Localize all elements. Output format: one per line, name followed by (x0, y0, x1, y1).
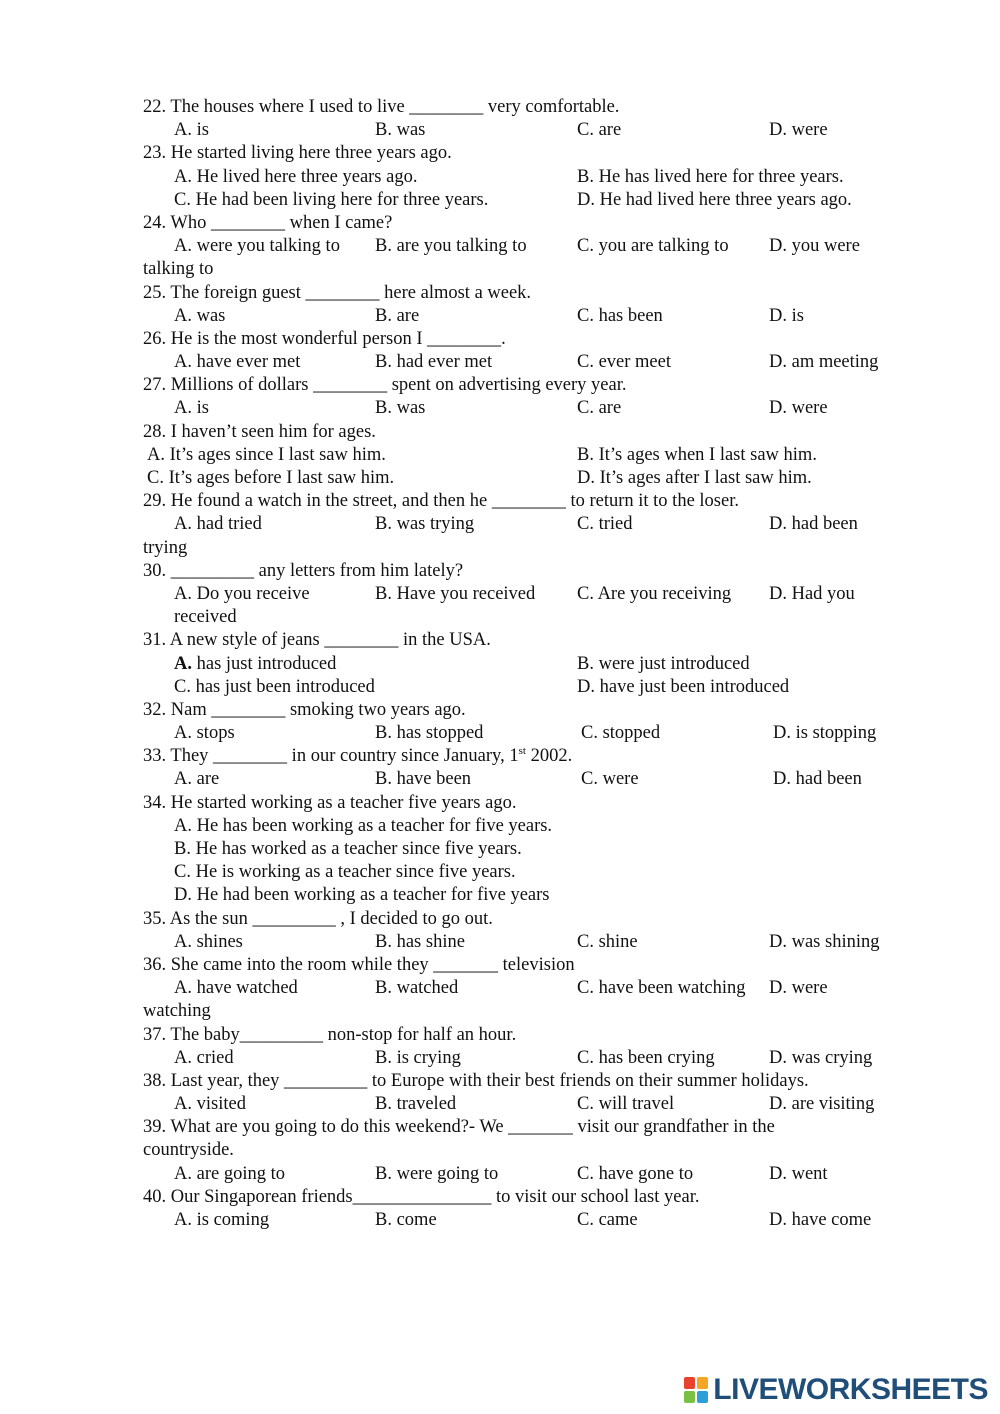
answer-row (0, 189, 1000, 212)
option-d[interactable]: D. were (769, 978, 828, 999)
question-stem: 37. The baby_________ non-stop for half an hour. (143, 1024, 517, 1045)
answer-row (0, 768, 1000, 791)
option-c[interactable]: C. It’s ages before I last saw him. (147, 468, 395, 488)
option-d[interactable]: D. have just been introduced (577, 676, 790, 697)
option-d[interactable]: D. you were (769, 236, 860, 257)
option-c[interactable]: C. have been watching (577, 978, 746, 999)
question-stem: 34. He started working as a teacher five years ago. (143, 792, 517, 813)
option-b[interactable]: B. had ever met (375, 352, 493, 373)
answer-row (0, 977, 1000, 1000)
option-a[interactable]: A. is (174, 398, 209, 419)
option-a[interactable]: A. are going to (174, 1163, 285, 1184)
option-a[interactable]: A. stops (174, 723, 235, 744)
ordinal-suffix: st (518, 745, 526, 758)
option-b[interactable]: B. are you talking to (375, 236, 527, 257)
option-c[interactable]: C. has been (577, 305, 663, 326)
option-d[interactable]: D. He had lived here three years ago. (577, 189, 852, 210)
option-a[interactable]: A. shines (174, 931, 243, 952)
option-d[interactable]: D. It’s ages after I last saw him. (577, 468, 812, 488)
option-d[interactable]: D. am meeting (769, 352, 879, 373)
option-b[interactable]: B. It’s ages when I last saw him. (577, 444, 817, 465)
option-d-continuation: watching (143, 1001, 211, 1022)
answer-row (0, 722, 1000, 745)
question-stem: 36. She came into the room while they _______ television (143, 954, 575, 975)
option-a-letter: A. (174, 653, 192, 674)
question-stem: 30. _________ any letters from him lately? (143, 560, 464, 581)
option-d[interactable]: D. were (769, 398, 828, 419)
option-c[interactable]: C. are (577, 398, 622, 419)
option-a[interactable]: A. have ever met (174, 352, 301, 373)
option-d[interactable]: D. had been (769, 514, 858, 535)
option-b[interactable]: B. was trying (375, 514, 475, 535)
question-stem: 27. Millions of dollars ________ spent on advertising every year. (143, 375, 627, 396)
answer-row (0, 583, 1000, 606)
question-stem: 28. I haven’t seen him for ages. (143, 421, 376, 442)
option-c[interactable]: C. will travel (577, 1094, 675, 1115)
question-stem: 23. He started living here three years ago. (143, 143, 452, 164)
worksheet (0, 96, 1000, 1232)
question-stem: 25. The foreign guest ________ here almost a week. (143, 282, 532, 303)
option-a[interactable]: A. is coming (174, 1210, 270, 1230)
option-b[interactable]: B. are (375, 305, 420, 326)
option-c[interactable]: C. has been crying (577, 1047, 715, 1068)
option-d-continuation: received (174, 607, 237, 628)
option-c[interactable]: C. you are talking to (577, 236, 729, 257)
option-b[interactable]: B. were going to (375, 1163, 499, 1184)
question-stem: 24. Who ________ when I came? (143, 212, 393, 233)
answer-row (0, 351, 1000, 374)
option-c[interactable]: C. ever meet (577, 352, 671, 373)
answer-row (0, 305, 1000, 328)
question-stem: 32. Nam ________ smoking two years ago. (143, 699, 466, 720)
option-d[interactable]: D. were (769, 120, 828, 141)
option-b[interactable]: B. was (375, 398, 426, 419)
option-a[interactable]: A. He lived here three years ago. (174, 166, 418, 187)
option-a[interactable]: A. cried (174, 1047, 234, 1068)
option-a[interactable]: A. are (174, 769, 220, 790)
option-d[interactable]: D. had been (773, 769, 862, 790)
answer-row (0, 235, 1000, 258)
question-stem: 29. He found a watch in the street, and then he ________ to return it to the loser. (143, 491, 739, 512)
question-stem: 22. The houses where I used to live ________ very comfortable. (143, 97, 620, 117)
option-a[interactable]: A. It’s ages since I last saw him. (147, 444, 386, 465)
question-stem: 38. Last year, they _________ to Europe with their best friends on their summer holidays. (143, 1070, 809, 1091)
option-d[interactable]: D. was crying (769, 1047, 873, 1068)
answer-row (0, 653, 1000, 676)
answer-row (0, 513, 1000, 536)
option-b[interactable]: B. have been (375, 769, 472, 790)
option-d-continuation: talking to (143, 259, 214, 280)
option-b[interactable]: B. Have you received (375, 583, 536, 604)
answer-row (0, 119, 1000, 142)
answer-row (0, 444, 1000, 467)
option-a[interactable]: A. was (174, 305, 226, 326)
liveworksheets-logo[interactable] (683, 1372, 988, 1408)
option-c[interactable]: C. came (577, 1210, 638, 1230)
option-a[interactable]: A. Do you receive (174, 583, 310, 604)
option-b[interactable]: B. He has worked as a teacher since five years. (174, 839, 522, 859)
option-c[interactable]: C. has just been introduced (174, 676, 375, 697)
option-d[interactable]: D. Had you (769, 583, 855, 604)
option-b[interactable]: B. traveled (375, 1094, 457, 1115)
option-a[interactable]: A. visited (174, 1094, 246, 1115)
option-c[interactable]: C. tried (577, 514, 633, 535)
option-a[interactable]: A. He has been working as a teacher for five years. (174, 815, 553, 836)
option-a[interactable]: A. have watched (174, 978, 298, 999)
option-c[interactable]: C. He is working as a teacher since five years. (174, 862, 516, 883)
option-b[interactable]: B. come (375, 1210, 437, 1230)
option-a[interactable]: A. is (174, 120, 209, 141)
option-d[interactable]: D. have come (769, 1210, 872, 1230)
answer-row (0, 931, 1000, 954)
question-stem: 35. As the sun _________ , I decided to go out. (143, 908, 493, 929)
option-a-text: has just introduced (192, 653, 337, 674)
question-stem: 39. What are you going to do this weekend?- We _______ visit our grandfather in the (143, 1117, 775, 1138)
question-stem-year: 2002. (525, 746, 573, 767)
option-d[interactable]: D. is stopping (773, 723, 877, 744)
option-b[interactable]: B. has shine (375, 931, 465, 952)
option-b[interactable]: B. is crying (375, 1047, 461, 1068)
option-c[interactable]: C. are (577, 120, 622, 141)
liveworksheets-logo-icon (683, 1375, 709, 1405)
option-d[interactable]: D. is (769, 305, 804, 326)
option-a[interactable]: A. had tried (174, 514, 262, 535)
answer-row (0, 1209, 1000, 1232)
option-b[interactable]: B. were just introduced (577, 653, 750, 674)
answer-row (0, 676, 1000, 699)
option-b[interactable]: B. has stopped (375, 723, 484, 744)
option-c[interactable]: C. were (581, 769, 639, 790)
answer-row (0, 467, 1000, 490)
question-stem-continuation: countryside. (143, 1140, 234, 1161)
answer-row (0, 166, 1000, 189)
option-c[interactable]: C. have gone to (577, 1163, 694, 1184)
answer-row (0, 1093, 1000, 1116)
option-d[interactable]: D. went (769, 1163, 828, 1184)
question-stem (0, 745, 1000, 768)
question-stem-text: 33. They ________ in our country since January, 1 (143, 746, 519, 767)
answer-row (0, 397, 1000, 420)
option-c[interactable]: C. He had been living here for three years. (174, 189, 489, 210)
question-stem: 40. Our Singaporean friends_______________ to visit our school last year. (143, 1186, 700, 1207)
answer-row (0, 1047, 1000, 1070)
logo-text: LIVEWORKSHEETS (713, 1373, 988, 1406)
option-a[interactable]: A. were you talking to (174, 236, 340, 257)
option-d[interactable]: D. was shining (769, 931, 880, 952)
answer-row (0, 1163, 1000, 1186)
option-a[interactable] (174, 653, 336, 676)
option-c[interactable]: C. stopped (581, 723, 661, 744)
option-c[interactable]: C. shine (577, 931, 638, 952)
option-d[interactable]: D. are visiting (769, 1094, 875, 1115)
option-b[interactable]: B. He has lived here for three years. (577, 166, 844, 187)
option-b[interactable]: B. was (375, 120, 426, 141)
option-b[interactable]: B. watched (375, 978, 459, 999)
option-d[interactable]: D. He had been working as a teacher for five years (174, 885, 550, 906)
option-d-continuation: trying (143, 537, 188, 558)
question-stem: 26. He is the most wonderful person I ________. (143, 328, 506, 349)
option-c[interactable]: C. Are you receiving (577, 583, 732, 604)
question-stem: 31. A new style of jeans ________ in the USA. (143, 630, 491, 651)
